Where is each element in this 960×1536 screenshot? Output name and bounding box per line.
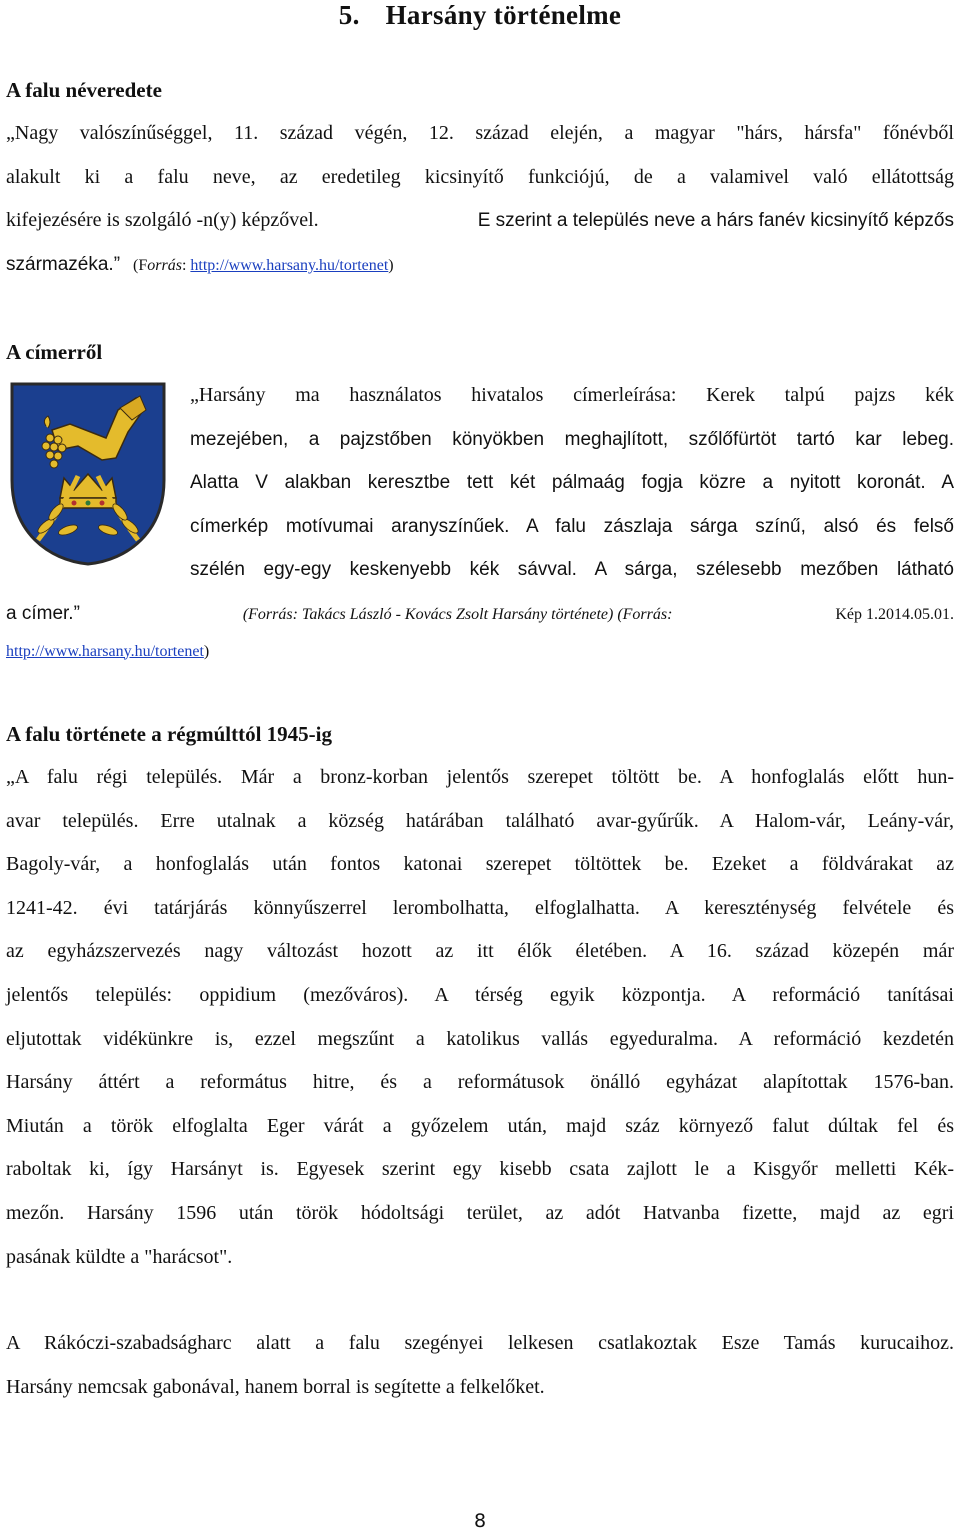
source-citation: (Forrás: http://www.harsany.hu/tortenet) xyxy=(133,256,394,274)
text-line: mezejében, a pajzstőben könyökben meghajlított, szőlőfürtöt tartó kar lebeg. xyxy=(190,428,954,450)
text-line: mezőn. Harsány 1596 után török hódoltsági terület, az adót Hatvanba fizette, majd az egri xyxy=(6,1201,954,1224)
text-line: az egyházszervezés nagy változást hozott az itt élők életében. A 16. század közepén már xyxy=(6,940,954,963)
text-line: alakult ki a falu neve, az eredetileg kicsinyítő funkciójú, de a valamivel való ellátottság xyxy=(6,165,954,188)
text-line: avar település. Erre utalnak a község határában található avar-gyűrűk. A Halom-vár, Leány-vár, xyxy=(6,809,954,832)
section-heading-history: A falu története a régmúlttól 1945-ig xyxy=(6,722,333,746)
source-link[interactable]: http://www.harsany.hu/tortenet xyxy=(190,256,389,274)
text-line: szélén egy-egy keskenyebb kék sávval. A sárga, szélesebb mezőben látható xyxy=(190,559,954,580)
text-line: „Nagy valószínűséggel, 11. század végén, 12. század elején, a magyar "hárs, hársfa" főnévből xyxy=(6,122,954,144)
text-span: a címer.” xyxy=(6,603,80,624)
text-line xyxy=(6,243,954,288)
coat-of-arms-paragraph xyxy=(190,374,954,592)
chapter-number: 5. xyxy=(338,0,360,30)
name-origin-paragraph xyxy=(6,112,954,287)
text-line: Harsány áttért a református hitre, és a reformátusok önálló egyházat alapítottak 1576-ban. xyxy=(6,1071,954,1094)
source-date: Kép 1.2014.05.01. xyxy=(835,606,954,623)
text-line: Alatta V alakban keresztbe tett két pálmaág fogja közre a nyitott koronát. A xyxy=(190,472,954,493)
page-number: 8 xyxy=(473,1510,487,1532)
text-line: „Harsány ma használatos hivatalos címerleírása: Kerek talpú pajzs kék xyxy=(190,384,954,406)
text-line: „A falu régi település. Már a bronz-korban jelentős szerepet töltött be. A honfoglalás előtt hun- xyxy=(6,766,954,788)
text-line: eljutottak vidékünkre is, ezzel megszűnt a katolikus vallás egyeduralma. A reformáció kezdetén xyxy=(6,1027,954,1050)
coat-of-arms-image xyxy=(8,380,168,566)
source-link[interactable]: http://www.harsany.hu/tortenet xyxy=(6,642,204,660)
text-line xyxy=(6,199,954,243)
page-title xyxy=(0,0,960,31)
section-heading-name-origin: A falu néveredete xyxy=(6,78,162,102)
text-line: http://www.harsany.hu/tortenet) xyxy=(6,642,210,660)
text-span: kifejezésére is szolgáló -n(y) képzővel. xyxy=(6,209,319,232)
rakoczi-paragraph xyxy=(6,1322,954,1409)
text-line: jelentős település: oppidium (mezőváros). A térség egyik központja. A reformáció tanításai xyxy=(6,983,954,1006)
section-heading-coat-of-arms: A címerről xyxy=(6,340,103,364)
text-line: címerkép motívumai aranyszínűek. A falu zászlaja sárga színű, alsó és felső xyxy=(190,515,954,537)
text-line: Miután a török elfoglalta Eger várát a győzelem után, majd száz környező falut dúltak fel és xyxy=(6,1114,954,1137)
history-paragraph xyxy=(6,756,954,1279)
text-line: A Rákóczi-szabadságharc alatt a falu szegényei lelkesen csatlakoztak Esze Tamás kurucaihoz. xyxy=(6,1332,954,1354)
text-line: Harsány nemcsak gabonával, hanem borral is segítette a felkelőket. xyxy=(6,1375,545,1398)
coat-of-arms-paragraph-end xyxy=(6,592,954,667)
chapter-title: Harsány történelme xyxy=(385,0,622,30)
text-span: származéka.” xyxy=(6,253,121,275)
text-line: 1241-42. évi tatárjárás könnyűszerrel lerombolhatta, elfoglalhatta. A kereszténység felvétele és xyxy=(6,896,954,919)
text-line: raboltak ki, így Harsányt is. Egyesek szerint egy kisebb csata zajlott le a Kisgyőr melletti Kék- xyxy=(6,1158,954,1181)
text-line: Bagoly-vár, a honfoglalás után fontos katonai szerepet töltöttek be. Ezeket a földvárakat az xyxy=(6,853,954,876)
text-line: pasának küldte a "harácsot". xyxy=(6,1245,233,1268)
text-span: E szerint a település neve a hárs fanév kicsinyítő képzős xyxy=(477,210,954,232)
text-line xyxy=(6,592,954,637)
source-citation: (Forrás: Takács László - Kovács Zsolt Harsány története) (Forrás: xyxy=(242,606,673,623)
